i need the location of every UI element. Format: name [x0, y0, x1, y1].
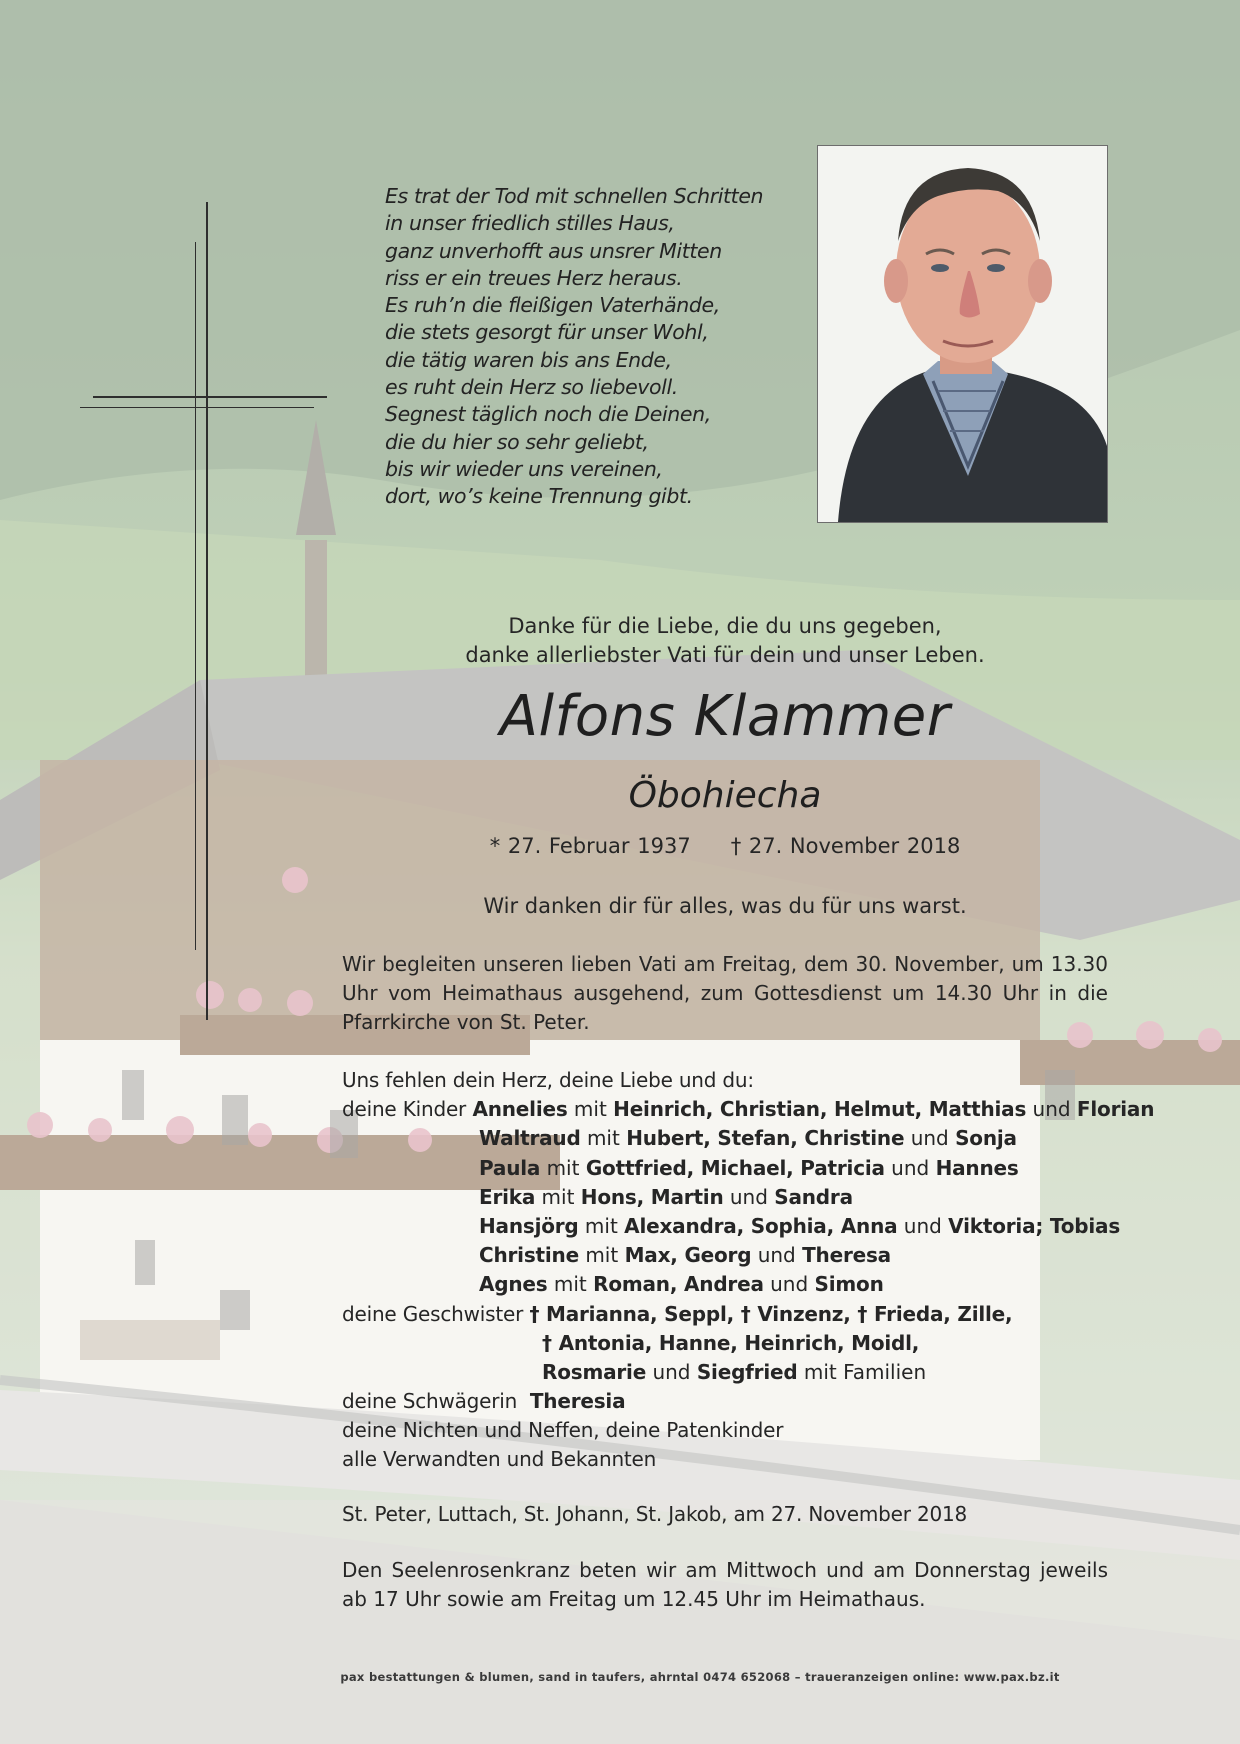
poem-line: bis wir wieder uns vereinen,	[385, 456, 663, 481]
mourners-intro: Uns fehlen dein Herz, deine Liebe und du:	[342, 1068, 754, 1092]
poem-line: ganz unverhofft aus unsrer Mitten	[385, 238, 722, 263]
portrait-illustration	[818, 146, 1107, 522]
poem-line: riss er ein treues Herz heraus.	[385, 265, 683, 290]
footer-imprint: pax bestattungen & blumen, sand in taufers, ahrntal 0474 652068 – traueranzeigen online: www.pax.bz.it	[340, 1670, 1060, 1684]
poem-line: dort, wo’s keine Trennung gibt.	[385, 484, 693, 509]
place-and-date: St. Peter, Luttach, St. Johann, St. Jakob, am 27. November 2018	[342, 1502, 968, 1526]
birth-date: * 27. Februar 1937	[489, 834, 691, 858]
list-item: Rosmarie und Siegfried mit Familien	[542, 1359, 927, 1384]
poem	[385, 183, 805, 511]
closing-thanks: Wir danken dir für alles, was du für uns warst.	[483, 894, 967, 918]
poem-line: es ruht dein Herz so liebevoll.	[385, 375, 678, 400]
funeral-announcement: Wir begleiten unseren lieben Vati am Freitag, dem 30. November, um 13.30 Uhr vom Heimathaus ausgehend, zum Gottesdienst um 14.30 Uhr in die Pfarrkirche von St. Peter.	[342, 952, 1108, 1034]
thanks-line-2: danke allerliebster Vati für dein und unser Leben.	[465, 643, 985, 667]
poem-line: Es ruh’n die fleißigen Vaterhände,	[385, 293, 720, 318]
poem-line: die stets gesorgt für unser Wohl,	[385, 320, 709, 345]
deceased-nickname: Öbohiecha	[628, 775, 822, 816]
list-item: Paula mit Gottfried, Michael, Patricia und Hannes	[479, 1155, 1019, 1180]
life-dates	[300, 834, 1150, 858]
list-item: Hansjörg mit Alexandra, Sophia, Anna und Viktoria; Tobias	[479, 1213, 1121, 1238]
list-item: alle Verwandten und Bekannten	[342, 1447, 657, 1472]
list-item: Agnes mit Roman, Andrea und Simon	[479, 1272, 884, 1297]
poem-line: die tätig waren bis ans Ende,	[385, 347, 672, 372]
death-date: † 27. November 2018	[730, 834, 961, 858]
mourners-list	[342, 1066, 1155, 1475]
list-item: deine Schwägerin Theresia	[342, 1389, 626, 1414]
thanks-line-1: Danke für die Liebe, die du uns gegeben,	[508, 614, 942, 638]
deceased-name: Alfons Klammer	[499, 684, 951, 749]
poem-line: in unser friedlich stilles Haus,	[385, 211, 675, 236]
list-item: deine Geschwister † Marianna, Seppl, † Vinzenz, † Frieda, Zille,	[342, 1301, 1013, 1326]
list-item: Erika mit Hons, Martin und Sandra	[479, 1184, 853, 1209]
poem-line: Segnest täglich noch die Deinen,	[385, 402, 711, 427]
cross-icon	[0, 0, 1, 1]
list-item: † Antonia, Hanne, Heinrich, Moidl,	[542, 1330, 920, 1355]
poem-line: die du hier so sehr geliebt,	[385, 429, 649, 454]
list-item: Waltraud mit Hubert, Stefan, Christine und Sonja	[479, 1126, 1017, 1151]
list-item: deine Nichten und Neffen, deine Patenkinder	[342, 1418, 784, 1443]
portrait-photo	[817, 145, 1108, 523]
thanks-verse	[300, 612, 1150, 670]
rosary-note: Den Seelenrosenkranz beten wir am Mittwoch und am Donnerstag jeweils ab 17 Uhr sowie am Freitag um 12.45 Uhr im Heimathaus.	[342, 1558, 1108, 1611]
list-item: Christine mit Max, Georg und Theresa	[479, 1243, 891, 1268]
poem-line: Es trat der Tod mit schnellen Schritten	[385, 184, 764, 208]
list-item: deine Kinder Annelies mit Heinrich, Christian, Helmut, Matthias und Florian	[342, 1097, 1155, 1122]
